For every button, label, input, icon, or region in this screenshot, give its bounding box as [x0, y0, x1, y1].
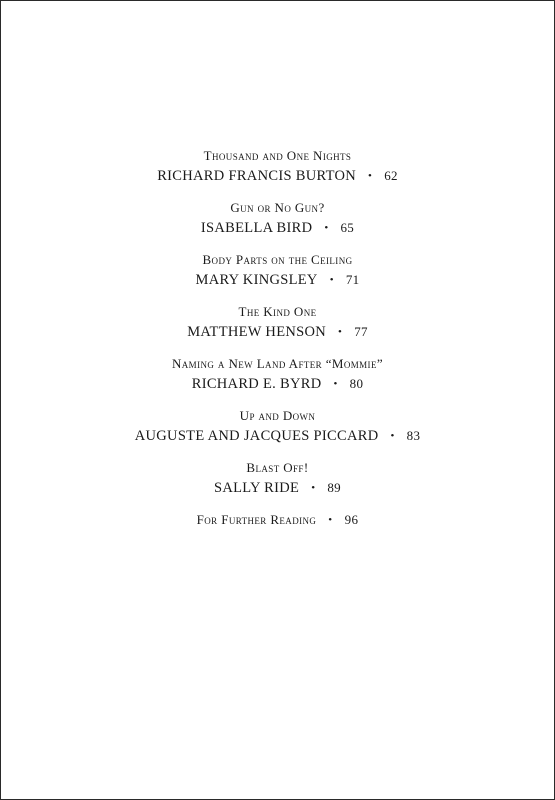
toc-entry-kingsley — [1, 250, 554, 302]
page-number: 77 — [354, 324, 368, 339]
chapter-title: Up and Down — [239, 408, 316, 423]
toc-entry-piccard — [1, 406, 554, 458]
page-number: 96 — [344, 512, 359, 527]
explorer-name: MATTHEW HENSON — [187, 324, 327, 340]
explorer-name: RICHARD E. BYRD — [191, 376, 322, 392]
further-reading-title: For Further Reading — [196, 512, 317, 527]
explorer-name: MARY KINGSLEY — [195, 272, 318, 288]
chapter-title: Thousand and One Nights — [203, 148, 352, 163]
page-number: 62 — [384, 168, 398, 183]
toc-entry-ride — [1, 458, 554, 510]
chapter-line — [1, 218, 554, 238]
chapter-title: Blast Off! — [246, 460, 309, 475]
chapter-title: The Kind One — [238, 304, 317, 319]
page-number: 83 — [406, 428, 421, 443]
bullet-separator: • — [338, 326, 343, 338]
chapter-line — [1, 166, 554, 186]
chapter-line — [1, 270, 554, 290]
toc-entry-bird — [1, 198, 554, 250]
bullet-separator: • — [390, 430, 395, 442]
table-of-contents — [1, 146, 554, 530]
explorer-name: AUGUSTE AND JACQUES PICCARD — [134, 428, 379, 444]
page-number: 80 — [349, 376, 364, 391]
bullet-separator: • — [311, 482, 316, 494]
explorer-name: ISABELLA BIRD — [200, 220, 313, 236]
chapter-line — [1, 478, 554, 498]
chapter-title: Gun or No Gun? — [230, 200, 325, 215]
page-number: 71 — [345, 272, 360, 287]
toc-entry-burton — [1, 146, 554, 198]
explorer-name: SALLY RIDE — [214, 480, 300, 496]
chapter-title: Body Parts on the Ceiling — [202, 252, 353, 267]
page-number: 89 — [327, 480, 341, 495]
bullet-separator: • — [368, 170, 373, 182]
bullet-separator: • — [329, 274, 334, 286]
chapter-line — [1, 426, 554, 446]
bullet-separator: • — [333, 378, 338, 390]
toc-entry-further-reading — [1, 510, 554, 530]
page-number: 65 — [340, 220, 355, 235]
toc-entry-byrd — [1, 354, 554, 406]
bullet-separator: • — [328, 514, 333, 526]
chapter-line — [1, 374, 554, 394]
bullet-separator: • — [324, 222, 329, 234]
chapter-title: Naming a New Land After “Mommie” — [171, 356, 384, 371]
explorer-name: RICHARD FRANCIS BURTON — [157, 168, 357, 184]
toc-entry-henson — [1, 302, 554, 354]
chapter-line — [1, 322, 554, 342]
